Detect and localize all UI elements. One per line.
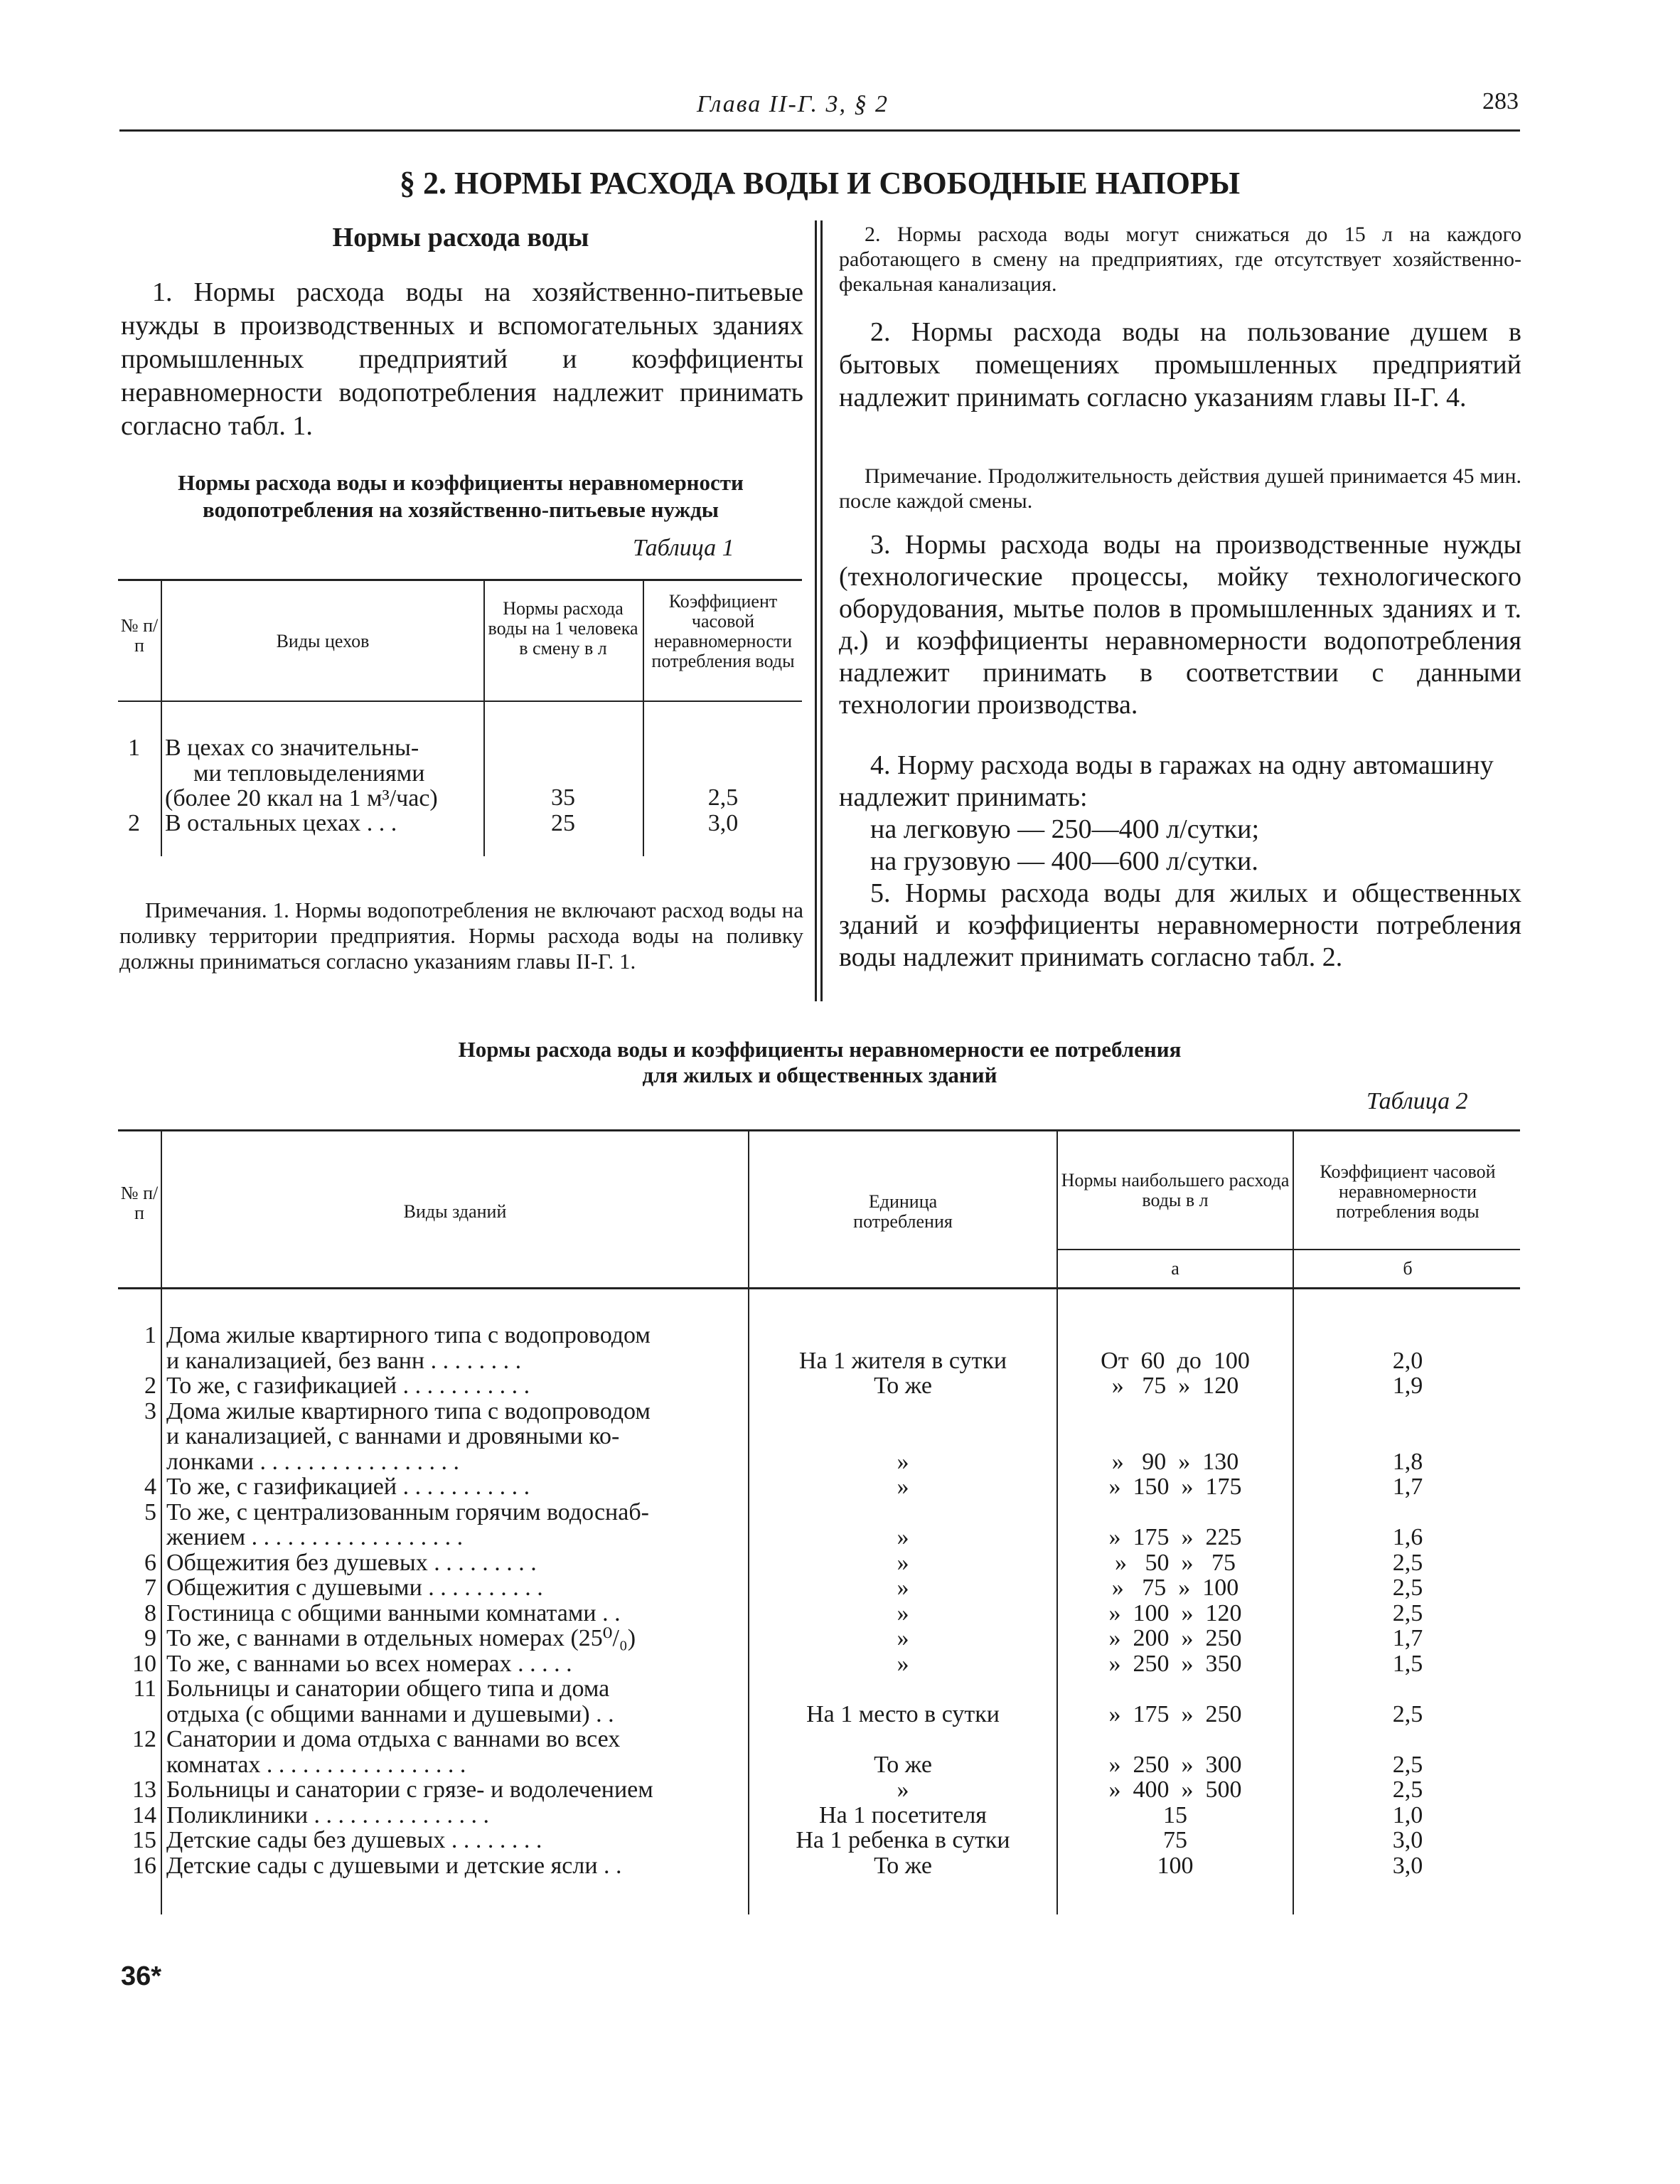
table2-row-coef: 2,5: [1392, 1549, 1423, 1576]
table2-row-unit: То же: [874, 1852, 932, 1879]
table2-row-unit: »: [897, 1650, 909, 1677]
table2-row-norm: » 100 » 120: [1108, 1599, 1242, 1626]
table2-row-unit: »: [897, 1777, 909, 1803]
paragraph-4: 4. Норму расхода воды в гаражах на одну автомашину надлежит принимать:: [839, 750, 1494, 812]
table2-row-num: 7: [144, 1575, 156, 1601]
table1-header-kind: Виды цехов: [276, 631, 370, 651]
table1-header-num: № п/п: [120, 615, 159, 656]
table1-row1-kind-line: В цехах со значительны-: [165, 735, 419, 761]
table2-row-num: 6: [144, 1549, 156, 1576]
table2-row-norm: » 400 » 500: [1108, 1777, 1242, 1803]
table2-label: Таблица 2: [1366, 1088, 1468, 1114]
table2-row-coef: 1,5: [1392, 1650, 1423, 1677]
table1-top-rule: [118, 579, 802, 581]
table1-col-rule: [161, 580, 162, 856]
table1-col-rule: [483, 580, 485, 856]
table2-row-norm: » 90 » 130: [1111, 1448, 1239, 1475]
table1-row1-kind-line: ми тепловыделениями: [193, 760, 425, 787]
table1-header-coef: Коэффициент часовой неравномерности потребления воды: [651, 591, 795, 671]
table1-notes: Примечания. 1. Нормы водопотребления не включают расход воды на поливку территории предприятия. Нормы расхода воды на поливку должны приниматься согласно указаниям главы II-Г. 1.: [119, 897, 803, 974]
table2-row-num: 3: [144, 1397, 156, 1424]
table2-row-kind-line: и канализацией, без ванн . . . . . . . .: [166, 1348, 522, 1373]
table2-row-unit: »: [897, 1448, 909, 1475]
paragraph-5: 5. Нормы расхода воды для жилых и общественных зданий и коэффициенты неравномерности потребления воды надлежит принимать согласно табл. 2.: [839, 878, 1521, 972]
table2-row-unit: »: [897, 1549, 909, 1576]
running-header: Глава II-Г. 3, § 2: [697, 91, 889, 117]
table1-header-norm: Нормы расхода воды на 1 человека в смену в л: [488, 598, 638, 659]
table2-row-coef: 1,0: [1392, 1801, 1423, 1828]
table2-row-kind-line: Дома жилые квартирного типа с водопроводом: [166, 1323, 651, 1348]
table2-row-kind-line: жением . . . . . . . . . . . . . . . . . .: [166, 1525, 464, 1550]
paragraph-4-car: на легковую — 250—400 л/сутки;: [870, 814, 1260, 844]
table1-header-rule: [118, 701, 802, 702]
table2-row-unit: То же: [874, 1751, 932, 1778]
table2-row-kind-line: Больницы и санатории общего типа и дома: [166, 1676, 610, 1702]
table2-row-coef: 1,7: [1392, 1474, 1423, 1500]
table2-header-rule: [118, 1287, 1520, 1289]
table2-row-num: 10: [132, 1650, 156, 1677]
table2-header-kind: Виды зданий: [403, 1201, 507, 1222]
table2-row-kind-line: комнатах . . . . . . . . . . . . . . . . .: [166, 1752, 466, 1777]
table2-row-norm: » 75 » 100: [1111, 1575, 1239, 1601]
table2-row-coef: 2,5: [1392, 1575, 1423, 1601]
table2-row-unit: На 1 жителя в сутки: [798, 1347, 1007, 1374]
paragraph-3: 3. Нормы расхода воды на производственные нужды (технологические процессы, мойку технологического оборудования, мытье полов в промышленных зданиях и т. д.) и коэффициенты неравномерности водопотребления надлежит принимать в соответствии с данными технологии производства.: [839, 530, 1521, 720]
table1-row2-coef: 3,0: [707, 810, 739, 836]
column-rule: [820, 220, 823, 1001]
table2-row-num: 9: [144, 1625, 156, 1651]
table2-top-rule: [118, 1129, 1520, 1131]
table2-col-rule: [1056, 1131, 1058, 1914]
small-paragraph-2: 2. Нормы расхода воды могут снижаться до 15 л на каждого работающего в смену на предприятиях, где отсутствует хозяйственно-фекальная канализация.: [839, 223, 1521, 296]
table2-row-kind-line: Гостиница с общими ванными комнатами . .: [166, 1600, 621, 1626]
table2-row-num: 16: [132, 1852, 156, 1879]
table2-row-kind-line: То же, с газификацией . . . . . . . . . . .: [166, 1373, 530, 1399]
table2-caption-line: Нормы расхода воды и коэффициенты неравномерности ее потребления: [458, 1037, 1182, 1062]
table2-header-coef: Коэффициент часовой неравномерности потребления воды: [1320, 1161, 1496, 1222]
table2-caption-line: для жилых и общественных зданий: [642, 1062, 997, 1087]
table2-row-norm: 75: [1163, 1827, 1187, 1853]
table2-row-coef: 1,9: [1392, 1373, 1423, 1399]
table2-row-unit: То же: [874, 1373, 932, 1399]
table2-row-coef: 3,0: [1392, 1827, 1423, 1853]
table2-row-unit: »: [897, 1474, 909, 1500]
table2-row-num: 13: [132, 1777, 156, 1803]
table2-row-coef: 2,5: [1392, 1751, 1423, 1778]
note: Примечание. Продолжительность действия душей принимается 45 мин. после каждой смены.: [839, 464, 1521, 513]
table2-row-norm: » 175 » 250: [1108, 1700, 1242, 1727]
table2-row-kind-line: Санатории и дома отдыха с ваннами во всех: [166, 1727, 621, 1752]
table1-row1-kind: [165, 735, 438, 811]
column-rule: [815, 220, 817, 1001]
table1-row1-kind-line: (более 20 ккал на 1 м³/час): [165, 785, 438, 811]
table2-sub-rule: [1058, 1249, 1520, 1250]
table1-row1-coef: 2,5: [707, 784, 739, 811]
table2-row-num: 2: [144, 1373, 156, 1399]
table2-row-kind-line: То же, с газификацией . . . . . . . . . . .: [166, 1474, 530, 1500]
table2-subheader-b: б: [1403, 1258, 1413, 1279]
paragraph-2: 2. Нормы расхода воды на пользование душем в бытовых помещениях промышленных предприятий надлежит принимать согласно указаниям главы II-Г. 4.: [839, 317, 1521, 412]
table2-row-kind-line: Больницы и санатории с грязе- и водолечением: [166, 1777, 653, 1803]
table2-row-norm: » 250 » 350: [1108, 1650, 1242, 1677]
table2-row-num: 4: [144, 1474, 156, 1500]
table2-row-kind-line: отдыха (с общими ваннами и душевыми) . .: [166, 1701, 614, 1727]
table2-row-num: 1: [144, 1322, 156, 1348]
table2-row-norm: » 250 » 300: [1108, 1751, 1242, 1778]
table1-row2-norm: 25: [551, 810, 575, 836]
table2-row-coef: 2,5: [1392, 1599, 1423, 1626]
table2-header-num: № п/п: [120, 1183, 159, 1223]
table2-row-kind-line: То же, с ваннами в отдельных номерах (25⁰/₀): [166, 1626, 636, 1651]
table2-row-norm: От 60 до 100: [1101, 1347, 1250, 1374]
table2-row-unit: »: [897, 1599, 909, 1626]
table2-col-rule: [161, 1131, 162, 1914]
table2-col-rule: [748, 1131, 749, 1914]
table1-caption: Нормы расхода воды и коэффициенты неравномерности водопотребления на хозяйственно-питьевые нужды: [178, 470, 744, 522]
table2-row-kind-line: Общежития без душевых . . . . . . . . .: [166, 1550, 537, 1575]
table2-row-kind-line: Детские сады без душевых . . . . . . . .: [166, 1828, 542, 1853]
table2-row-kind-line: Поликлиники . . . . . . . . . . . . . . .: [166, 1802, 490, 1828]
table2-row-kind-line: и канализацией, с ваннами и дровяными ко-: [166, 1424, 620, 1449]
table1-row1-norm: 35: [551, 784, 575, 811]
table2-row-unit: На 1 посетителя: [819, 1801, 987, 1828]
table2-row-norm: » 175 » 225: [1108, 1524, 1242, 1550]
table2-row-num: 8: [144, 1599, 156, 1626]
paragraph-4-truck: на грузовую — 400—600 л/сутки.: [870, 846, 1258, 876]
paragraph-1: 1. Нормы расхода воды на хозяйственно-питьевые нужды в производственных и вспомогательных зданиях промышленных предприятий и коэффициенты неравномерности водопотребления надлежит принимать согласно табл. 1.: [121, 277, 803, 441]
table2-row-num: 5: [144, 1498, 156, 1525]
table2-row-kind-line: Дома жилые квартирного типа с водопроводом: [166, 1398, 651, 1424]
table2-row-coef: 2,5: [1392, 1777, 1423, 1803]
table2-row-num: 14: [132, 1801, 156, 1828]
table2-row-unit: »: [897, 1575, 909, 1601]
table2-row-unit: На 1 место в сутки: [806, 1700, 1000, 1727]
table2-row-num: 15: [132, 1827, 156, 1853]
table2-row-kind-line: лонками . . . . . . . . . . . . . . . . .: [166, 1449, 459, 1474]
table2-header-unit: Единица потребления: [853, 1191, 953, 1232]
table2-subheader-a: а: [1171, 1258, 1179, 1279]
table2-row-coef: 1,8: [1392, 1448, 1423, 1475]
table2-row-unit: »: [897, 1625, 909, 1651]
table2-row-kind-line: То же, с ваннами ьо всех номерах . . . . .: [166, 1651, 572, 1676]
table2-col-rule: [1293, 1131, 1294, 1914]
table2-row-coef: 2,5: [1392, 1700, 1423, 1727]
page-number: 283: [1482, 88, 1519, 114]
table2-row-coef: 2,0: [1392, 1347, 1423, 1374]
table2-row-unit: »: [897, 1524, 909, 1550]
header-rule: [119, 129, 1520, 132]
table2-row-coef: 1,6: [1392, 1524, 1423, 1550]
table2-row-norm: » 200 » 250: [1108, 1625, 1242, 1651]
table2-row-norm: » 75 » 120: [1111, 1373, 1239, 1399]
table2-row-norm: » 150 » 175: [1108, 1474, 1242, 1500]
table1-row2-kind: В остальных цехах . . .: [165, 810, 397, 836]
table2-row-coef: 3,0: [1392, 1852, 1423, 1879]
subsection-title: Нормы расхода воды: [332, 223, 589, 252]
table1-row2-num: 2: [128, 810, 140, 836]
table2-row-num: 12: [132, 1726, 156, 1752]
table2-row-kind-line: То же, с централизованным горячим водоснаб-: [166, 1499, 649, 1525]
table2-row-norm: 15: [1163, 1801, 1187, 1828]
table1-row1-num: 1: [128, 735, 140, 761]
table2-row-coef: 1,7: [1392, 1625, 1423, 1651]
signature-mark: 36*: [121, 1961, 162, 1991]
table2-row-kind-line: Общежития с душевыми . . . . . . . . . .: [166, 1575, 543, 1601]
table2-row-norm: » 50 » 75: [1115, 1549, 1236, 1576]
table2-header-norm: Нормы наибольшего расхода воды в л: [1061, 1170, 1290, 1210]
table2-caption: [119, 1037, 1520, 1088]
table1-label: Таблица 1: [633, 535, 734, 561]
table2-row-num: 11: [133, 1676, 156, 1702]
table2-row-unit: На 1 ребенка в сутки: [796, 1827, 1010, 1853]
section-title: § 2. НОРМЫ РАСХОДА ВОДЫ И СВОБОДНЫЕ НАПОРЫ: [399, 166, 1241, 201]
table2-row-kind-line: Детские сады с душевыми и детские ясли . .: [166, 1853, 622, 1878]
table2-row-norm: 100: [1157, 1852, 1194, 1879]
